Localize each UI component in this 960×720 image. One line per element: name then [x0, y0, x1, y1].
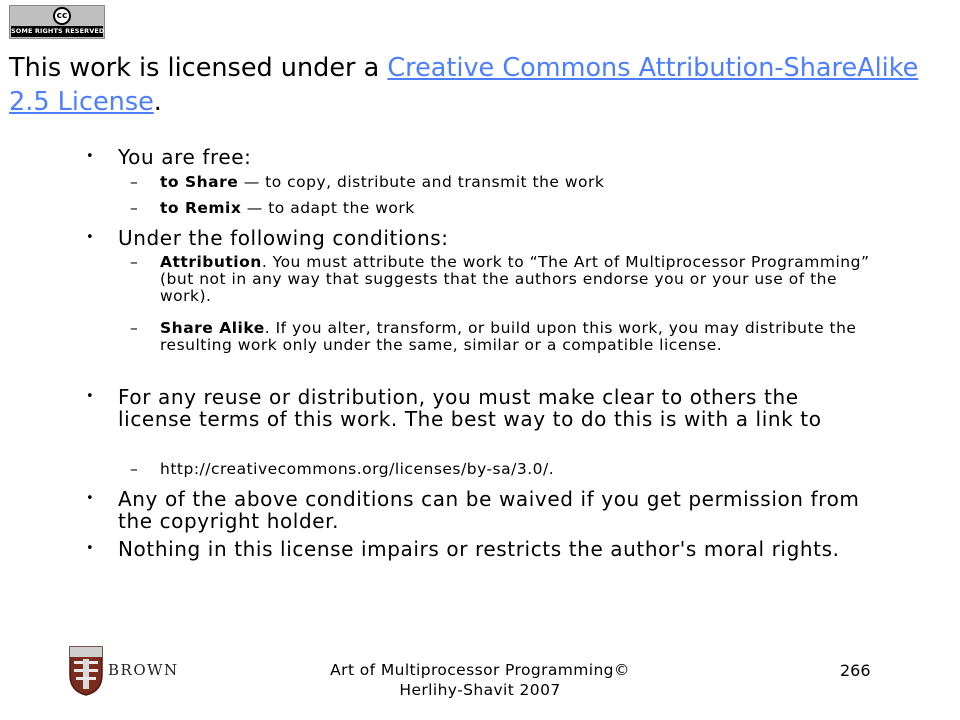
dash-marker: –	[130, 319, 139, 337]
conditions-heading: Under the following conditions:	[118, 226, 449, 250]
badge-text: SOME RIGHTS RESERVED	[11, 27, 105, 35]
remix-label: to Remix	[160, 199, 242, 217]
sub-bullet-share	[130, 173, 880, 191]
cc-license-badge[interactable]	[9, 5, 105, 39]
bullet-dot: •	[86, 491, 95, 506]
bullet-you-are-free	[86, 145, 878, 169]
bullet-dot: •	[86, 541, 95, 556]
bullet-conditions	[86, 226, 878, 250]
sub-bullet-remix	[130, 199, 880, 217]
share-text: — to copy, distribute and transmit the work	[238, 173, 605, 191]
license-link[interactable]: Creative Commons Attribution-ShareAlike 2.5 License	[9, 53, 919, 117]
moral-text: Nothing in this license impairs or restricts the author's moral rights.	[118, 537, 840, 561]
cc-icon: cc	[53, 7, 71, 25]
title-prefix: This work is licensed under a	[9, 53, 388, 83]
bullet-moral-rights	[86, 537, 878, 561]
brown-shield-icon	[68, 645, 104, 697]
share-label: to Share	[160, 173, 239, 191]
dash-marker: –	[130, 253, 139, 271]
attribution-text: . You must attribute the work to “The Art of Multiprocessor Programming” (but not in any way that suggests that the authors endorse you or your use of the work).	[160, 253, 870, 305]
footer-citation: Art of Multiprocessor Programming© Herlihy-Shavit 2007	[330, 661, 630, 699]
bullet-dot: •	[86, 389, 95, 404]
sub-bullet-url	[130, 460, 880, 478]
dash-marker: –	[130, 460, 139, 478]
bullet-waive	[86, 487, 878, 533]
sharealike-text: . If you alter, transform, or build upon this work, you may distribute the resulting work only under the same, similar or a compatible license.	[160, 319, 857, 354]
remix-text: — to adapt the work	[241, 199, 415, 217]
reuse-text: For any reuse or distribution, you must make clear to others the license terms of this work. The best way to do this is with a link to	[118, 385, 822, 431]
bullet-reuse	[86, 385, 878, 431]
bullet-dot: •	[86, 149, 95, 164]
slide-title	[9, 51, 949, 119]
page-number: 266	[840, 661, 871, 680]
free-heading: You are free:	[118, 145, 252, 169]
bullet-dot: •	[86, 230, 95, 245]
dash-marker: –	[130, 173, 139, 191]
waive-text: Any of the above conditions can be waived if you get permission from the copyright holder.	[118, 487, 860, 533]
title-suffix: .	[153, 87, 162, 117]
license-url: http://creativecommons.org/licenses/by-sa/3.0/.	[160, 460, 555, 478]
sub-bullet-attribution	[130, 253, 880, 305]
sub-bullet-sharealike	[130, 319, 880, 354]
dash-marker: –	[130, 199, 139, 217]
attribution-label: Attribution	[160, 253, 262, 271]
sharealike-label: Share Alike	[160, 319, 265, 337]
brown-wordmark: BROWN	[108, 661, 179, 679]
